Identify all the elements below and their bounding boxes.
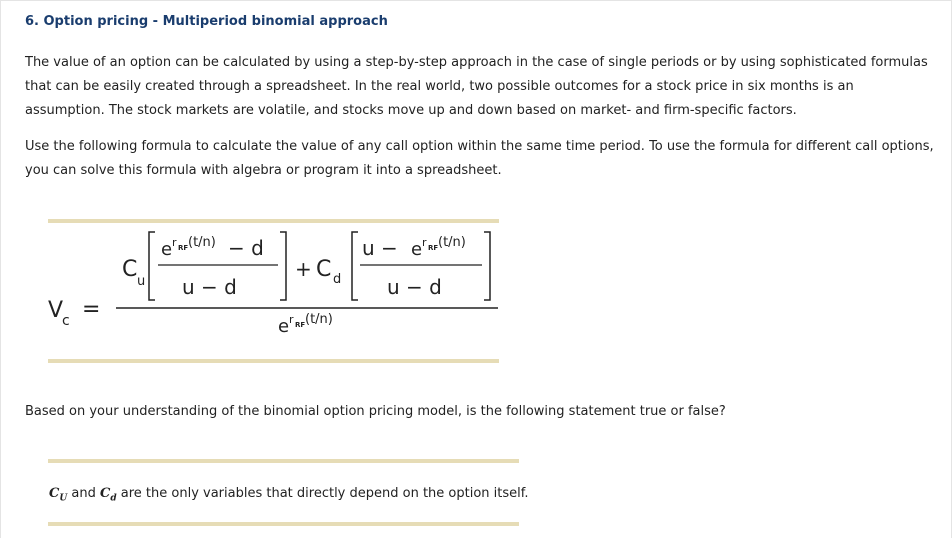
den1-u-minus-d: u − d xyxy=(182,275,237,299)
num1-rf: RF xyxy=(178,244,189,252)
main-den-exp-tail: (t/n) xyxy=(305,312,333,327)
statement-cd-var: $C_d$ xyxy=(99,486,117,504)
den2-u-minus-d: u − d xyxy=(387,275,442,299)
bracket-1-left xyxy=(149,232,155,300)
statement-bottom-rule xyxy=(48,522,519,526)
statement-cu-var: $C_U$ xyxy=(49,486,68,504)
formula-top-rule xyxy=(48,219,499,223)
num2-u-minus: u − xyxy=(362,236,398,260)
intro-paragraph: The value of an option can be calculated by using a step-by-step approach in the case of single periods or by using sophisticated formulas that can be easily created through a spreadsheet. In the real world, two possible outcomes for a stock price in six months is an assumption. The stock markets are volatile, and stocks move up and down based on market- and firm-specific factors. xyxy=(25,55,928,118)
formula-cd-sub: d xyxy=(333,272,342,287)
num1-exp-tail: (t/n) xyxy=(188,235,216,250)
formula-lhs-sub: c xyxy=(62,313,70,329)
num2-e: e xyxy=(411,239,423,260)
formula-plus: + xyxy=(295,257,312,281)
main-den-r: r xyxy=(289,313,294,326)
statement-top-rule xyxy=(48,459,519,463)
num1-r: r xyxy=(172,236,177,249)
formula-cd: C xyxy=(316,257,332,282)
formula-equals: = xyxy=(82,297,101,322)
statement-rest: are the only variables that directly depend on the option itself. xyxy=(120,486,529,501)
bracket-1-right xyxy=(280,232,286,300)
main-den-e: e xyxy=(278,316,290,337)
binomial-option-formula xyxy=(40,224,510,354)
bracket-2-right xyxy=(484,232,490,300)
main-den-rf: RF xyxy=(295,321,306,329)
num1-minus-d: − d xyxy=(228,236,264,260)
num2-rf: RF xyxy=(428,244,439,252)
formula-instructions-paragraph: Use the following formula to calculate the value of any call option within the same time period. To use the formula for different call options, you can solve this formula with algebra or program it into a spreadsheet. xyxy=(25,139,934,178)
statement-text xyxy=(49,482,529,511)
formula-cu: C xyxy=(122,257,138,282)
formula-cu-sub: u xyxy=(137,274,146,289)
num1-e: e xyxy=(161,239,173,260)
question-title: 6. Option pricing - Multiperiod binomial approach xyxy=(25,14,388,29)
num2-r: r xyxy=(422,236,427,249)
formula-lhs-v: V xyxy=(48,298,64,323)
statement-and: and xyxy=(71,486,96,501)
num2-exp-tail: (t/n) xyxy=(438,235,466,250)
true-false-prompt: Based on your understanding of the binomial option pricing model, is the following statement true or false? xyxy=(25,404,726,419)
bracket-2-left xyxy=(352,232,358,300)
formula-bottom-rule xyxy=(48,359,499,363)
